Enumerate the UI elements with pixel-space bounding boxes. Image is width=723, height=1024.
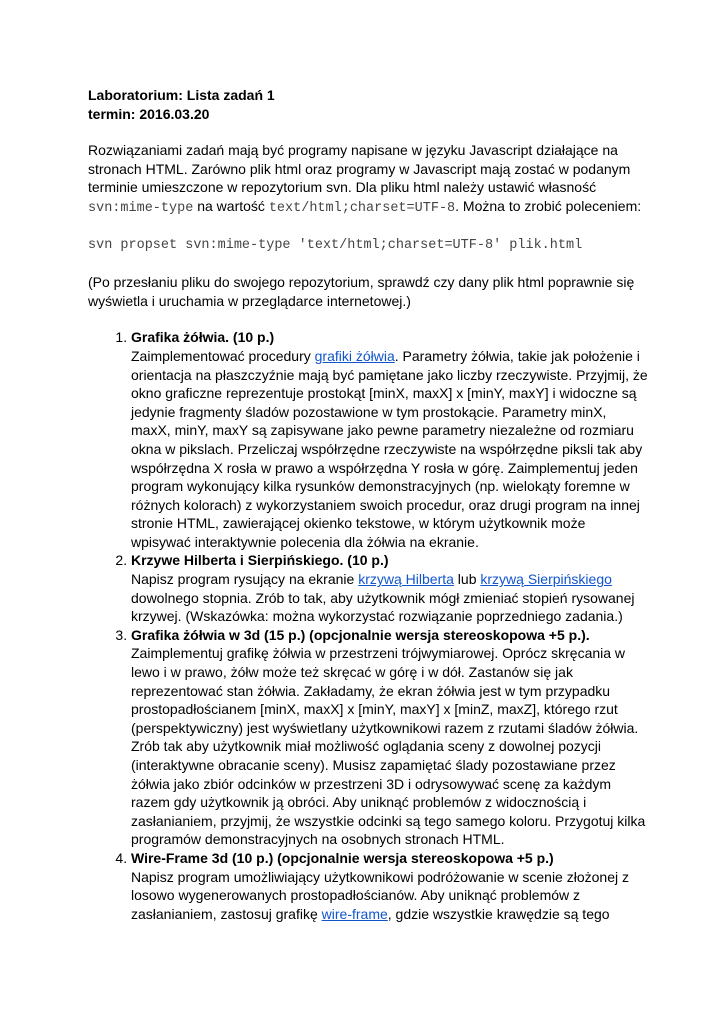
task-body (131, 868, 648, 924)
task-title: 1. Grafika żółwia. (10 p.) (131, 329, 275, 346)
intro-text-3: . Można to zrobić poleceniem: (455, 197, 642, 214)
task-text: Zaimplementować procedury (131, 347, 315, 364)
task-text: dowolnego stopnia. Zrób to tak, aby użytkownik mógł zmieniać stopień rysowanej krzywej. (Wskazówka: można wykorzystać rozwiązanie poprzedniego zadania.) (131, 589, 635, 625)
task-title: 2. Krzywe Hilberta i Sierpińskiego. (10 p.) (131, 552, 389, 569)
property-code: svn:mime-type (88, 200, 194, 216)
task-text: , gdzie wszystkie krawędzie są tego (387, 905, 610, 922)
task-item (131, 551, 648, 625)
task-text: lub (453, 571, 481, 588)
task-body (131, 570, 648, 626)
document-page (88, 86, 648, 923)
task-title: 4. Wire-Frame 3d (10 p.) (opcjonalnie wersja stereoskopowa +5 p.) (131, 849, 554, 866)
task-text: Napisz program rysujący na ekranie (131, 571, 359, 588)
value-code: text/html;charset=UTF-8 (268, 200, 456, 216)
task-text: . Parametry żółwia, takie jak położenie i orientacja na płaszczyźnie mają być pamiętane jako liczby rzeczywiste. Przyjmij, że okno graficzne reprezentuje prostokąt [minX, maxX] x [minY, maxY] i widoczne są jedynie fragmenty śladów pozostawione w tym prostokącie. Parametry minX, maxX, minY, maxY są zapisywane jako pewne parametry niezależne od rozmiaru okna w pikslach. Przeliczaj współrzędne rzeczywiste na współrzędne piksli tak aby współrzędna X rosła w prawo a współrzędna Y rosła w górę. Zaimplementuj jeden program wykonujący kilka rysunków demonstracyjnych (np. wielokąty foremne w różnych kolorach) z wykorzystaniem swoich procedur, oraz drugi program na innej stronie HTML, zawierającej okienko tekstowe, w którym użytkownik może wpisywać interaktywnie polecenia dla żółwia na ekranie. (131, 347, 648, 550)
task-item (131, 328, 648, 551)
task-text: Napisz program umożliwiający użytkownikowi podróżowanie w scenie złożonej z losowo wygenerowanych prostopadłościanów. Aby uniknąć problemów z zasłanianiem, zastosuj grafikę (131, 868, 629, 922)
task-body (131, 347, 648, 552)
note-paragraph: (Po przesłaniu pliku do swojego repozytorium, sprawdź czy dany plik html poprawnie się wyświetla i uruchamia w przeglądarce internetowej.) (88, 274, 635, 309)
lab-title: Laboratorium: Lista zadań 1 (88, 87, 275, 103)
task-title: 3. Grafika żółwia w 3d (15 p.) (opcjonalnie wersja stereoskopowa +5 p.). (131, 626, 590, 643)
svn-command: svn propset svn:mime-type 'text/html;charset=UTF-8' plik.html (88, 237, 583, 253)
task-item (131, 626, 648, 849)
turtle-graphics-link[interactable]: grafiki żółwia (314, 347, 395, 364)
intro-text-1: Rozwiązaniami zadań mają być programy napisane w języku Javascript działające na stronach HTML. Zarówno plik html oraz programy w Javascript mają zostać w podanym terminie umieszczone w repozytorium svn. Dla pliku html należy ustawić własność (88, 142, 631, 196)
intro-paragraph (88, 141, 648, 218)
task-body: Zaimplementuj grafikę żółwia w przestrzeni trójwymiarowej. Oprócz skręcania w lewo i w prawo, żółw może też skręcać w górę i w dół. Zastanów się jak reprezentować stan żółwia. Zakładamy, że ekran żółwia jest w tym przypadku prostopadłościanem [minX, maxX] x [minY, maxY] x [minZ, maxZ], którego rzut (perspektywiczny) jest wyświetlany użytkownikowi razem z rzutami śladów żółwia. Zrób tak aby użytkownik miał możliwość oglądania sceny z dowolnej pozycji (interaktywne obracanie sceny). Musisz zapamiętać ślady pozostawiane przez żółwia jako zbiór odcinków w przestrzeni 3D i odrysowywać scenę za każdym razem gdy użytkownik ją obróci. Aby uniknąć problemów z widocznością i zasłanianiem, przyjmij, że wszystkie odcinki są tego samego koloru. Przygotuj kilka programów demonstracyjnych na osobnych stronach HTML. (131, 645, 646, 848)
hilbert-curve-link[interactable]: krzywą Hilberta (358, 571, 454, 588)
deadline: termin: 2016.03.20 (88, 105, 210, 122)
task-list (88, 328, 648, 923)
sierpinski-curve-link[interactable]: krzywą Sierpińskiego (480, 571, 612, 588)
wire-frame-link[interactable]: wire-frame (321, 905, 388, 922)
task-item (131, 849, 648, 923)
intro-text-2: na wartość (193, 197, 269, 214)
